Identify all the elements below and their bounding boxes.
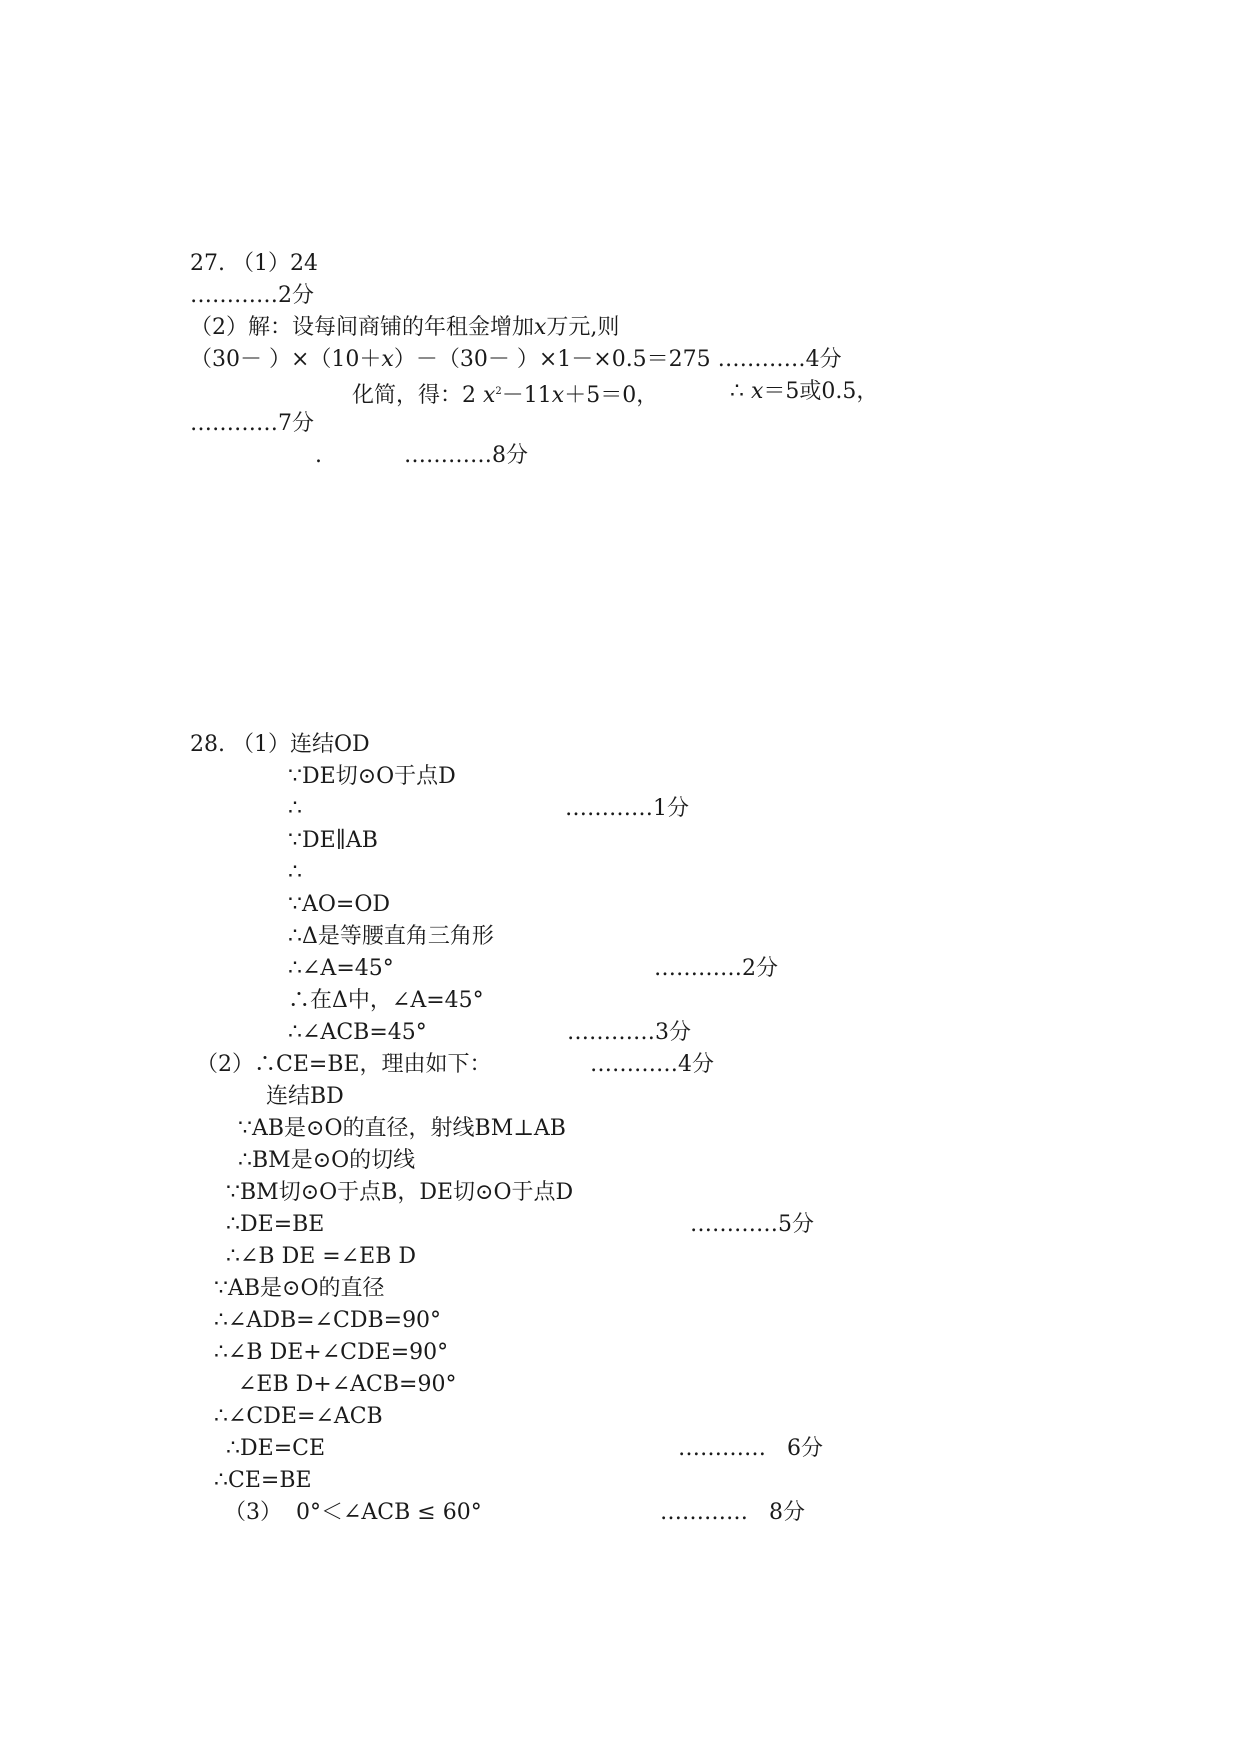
q28-step: ∴BM是⊙O的切线 xyxy=(238,1148,416,1173)
q28-score-3: …………3分 xyxy=(567,1020,691,1045)
q27-part2-setup xyxy=(190,313,619,343)
q28-step: ∵DE切⊙O于点D xyxy=(288,764,456,789)
q28-step: ∴DE=CE xyxy=(226,1436,326,1461)
q27-var-x: x xyxy=(551,383,565,408)
q28-step: ∴DE=BE xyxy=(226,1212,325,1237)
q28-part2: （2）∴CE=BE，理由如下： xyxy=(196,1052,492,1077)
q28-step: ∴∠ACB=45° xyxy=(288,1020,427,1045)
q28-step: ∵DE∥AB xyxy=(288,828,378,853)
q27-text: ＝5或0.5， xyxy=(763,379,879,404)
q27-dot: . xyxy=(315,443,322,468)
q28-step: ∴CE=BE xyxy=(214,1468,312,1493)
q27-exponent: 2 xyxy=(495,386,502,397)
q28-step: ∵AB是⊙O的直径，射线BM⊥AB xyxy=(238,1116,566,1141)
q28-part1: 28. （1）连结OD xyxy=(190,732,370,757)
q27-score-2: …………2分 xyxy=(190,283,314,308)
q27-text: ∴ xyxy=(730,379,751,404)
q28-score-6: ………… 6分 xyxy=(678,1436,823,1461)
q28-step: ∵AB是⊙O的直径 xyxy=(214,1276,385,1301)
q27-equation xyxy=(190,345,842,375)
q28-step: ∵AO=OD xyxy=(288,892,391,917)
q27-var-x: x xyxy=(751,379,764,404)
q28-step: ∠EB D+∠ACB=90° xyxy=(238,1372,457,1397)
q28-score-8: ………… 8分 xyxy=(660,1500,805,1525)
q28-step: ∴∠CDE=∠ACB xyxy=(214,1404,383,1429)
q27-text: （2）解：设每间商铺的年租金增加 xyxy=(190,315,534,340)
q28-step: ∴ xyxy=(288,796,302,821)
q27-score-7: …………7分 xyxy=(190,411,314,436)
q27-var-x: x xyxy=(381,347,394,372)
q28-part3: （3） 0°＜∠ACB ≤ 60° xyxy=(224,1500,482,1525)
q27-text: ＋5＝0， xyxy=(564,383,659,408)
q28-score-2: …………2分 xyxy=(654,956,778,981)
q28-step: 连结BD xyxy=(266,1084,344,1109)
q28-score-1: …………1分 xyxy=(565,796,689,821)
q27-text: 万元,则 xyxy=(546,315,620,340)
q27-solution xyxy=(730,377,878,407)
q28-step: ∴Δ是等腰直角三角形 xyxy=(288,924,494,949)
q27-text: 化简，得：2 xyxy=(352,383,483,408)
q27-text: ）－（30－ ）×1－×0.5＝275 …………4分 xyxy=(393,347,842,372)
q28-step: ∴ xyxy=(288,860,302,885)
q27-var-x: x xyxy=(483,383,496,408)
q28-score-5: …………5分 xyxy=(690,1212,814,1237)
q27-score-8: …………8分 xyxy=(404,443,528,468)
q28-score-4: …………4分 xyxy=(590,1052,714,1077)
q27-text: －11 xyxy=(501,383,552,408)
q28-step: ∴∠B DE+∠CDE=90° xyxy=(214,1340,449,1365)
q28-step: ∴∠B DE =∠EB D xyxy=(226,1244,417,1269)
q28-step: ∴∠ADB=∠CDB=90° xyxy=(214,1308,442,1333)
q27-simplify xyxy=(352,377,658,407)
q27-var-x: x xyxy=(534,315,547,340)
q27-text: （30－ ）×（10＋ xyxy=(190,347,382,372)
q28-step: ∵BM切⊙O于点B，DE切⊙O于点D xyxy=(226,1180,574,1205)
q27-part1: 27. （1）24 xyxy=(190,251,318,276)
q28-step: ∴在Δ中，∠A=45° xyxy=(288,988,484,1013)
q28-step: ∴∠A=45° xyxy=(288,956,394,981)
